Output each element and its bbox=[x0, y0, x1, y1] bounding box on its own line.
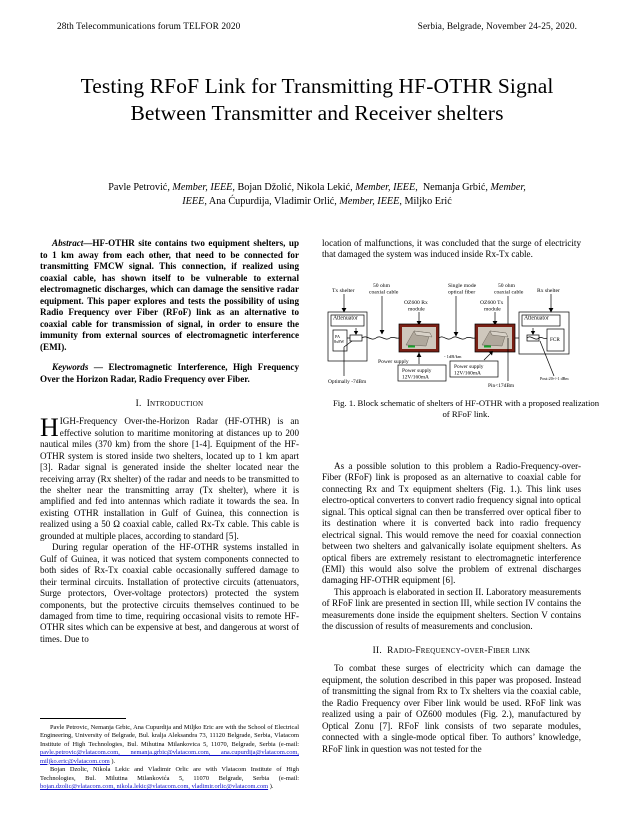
footnote-1-text-b: ). bbox=[109, 757, 116, 765]
rfof-proposal-paragraph: As a possible solution to this problem a Radio-Frequency-over-Fiber (RFoF) link is proposed as an alternative to coaxial cable for connecting Rx and Tx equipment shelters (Fig. 1.). This link uses electro-optical converters to convert radio frequency signal into optical signal. This optical signal can then be transferred over optical fiber to its destination where it is converted back into radio frequency electrical signal. This would remove the need for coaxial connection between two shelters and galvanically isolate equipment shelters. As optical fibers are extremely resistant to electromagnetic interference (EMI) this would also solve the problem of extrenal discharges damaging HF-OTHR equipment [6]. bbox=[322, 460, 581, 586]
author-line-1: Pavle Petrović, Member, IEEE, Bojan Džolić, Nikola Lekić, Member, IEEE, Nemanja Grbić, Member, bbox=[108, 182, 526, 193]
intro-paragraph-2: During regular operation of the HF-OTHR systems installed in Gulf of Guinea, it was noticed that system components connected to both sides of Rx-Tx coaxial cable occasionally suffered damage to their terminal circuits. Installation of protective circuits (attenuators, Surge protectors, Over-voltage protectors) protected the system components, but the protective circuits themselves continued to be damaged from time to time, requiring occasional visits to remote HF-OTHR sites which can be expensive at best, and dangerous at worst of times. Due to bbox=[40, 542, 299, 644]
fig-label-attenuator-left: Attenuator bbox=[333, 315, 358, 322]
footnote-2-emails[interactable]: bojan.dzolic@vlatacom.com, nikola.lekic@vlatacom.com, vladimir.orlic@vlatacom.com bbox=[40, 783, 269, 791]
intro-paragraph-1 bbox=[40, 413, 299, 542]
fig-label-oz600-rx-1: OZ600 Rx bbox=[404, 300, 428, 306]
fig-label-psu-right-line2: 12V/160mA bbox=[454, 370, 481, 377]
fig-label-fiber-1: Single mode bbox=[448, 283, 477, 289]
running-head-right: Serbia, Belgrade, November 24-25, 2020. bbox=[417, 22, 577, 32]
fig-label-pout: Pout:20+/-1 dBm bbox=[540, 376, 569, 381]
fig-label-attenuator-right: Attenuator bbox=[524, 315, 549, 322]
figure-1 bbox=[322, 281, 612, 389]
fig-label-optimally: Optimally -7dBm bbox=[328, 379, 367, 385]
fig-wire-coax-right bbox=[527, 337, 539, 339]
section-heading-introduction bbox=[40, 399, 299, 411]
section-number-rfof: II. bbox=[372, 645, 382, 656]
fig-wire-fiber bbox=[439, 337, 475, 339]
keywords-lead: Keywords bbox=[52, 362, 89, 373]
fig-label-psu-right-line1: Power supply bbox=[454, 364, 484, 370]
figure-1-schematic bbox=[322, 281, 612, 389]
abstract-lead: Abstract bbox=[52, 238, 84, 248]
fig-label-pin: Pin<17dBm bbox=[488, 383, 515, 389]
fig-wire-coax-left bbox=[362, 337, 399, 339]
running-head-left: 28th Telecommunications forum TELFOR 2020 bbox=[57, 22, 241, 32]
footnote-rule bbox=[40, 718, 126, 719]
fig-label-oz600-tx-2: module bbox=[484, 306, 501, 313]
paper-outline-paragraph: This approach is elaborated in section II. Laboratory measurements of RFoF link are presented in section III, while section IV contains the measurements done inside the equipment shelters. Section V contains the discussion of results of measurements and conclusion. bbox=[322, 586, 581, 632]
left-column bbox=[40, 238, 299, 645]
fig-led-tx bbox=[484, 346, 491, 348]
fig-label-psu-left-line2: 12V/160mA bbox=[402, 374, 429, 381]
footnote-2-text-a: Bojan Dzolic, Nikola Lekic and Vladimir Orlic are with Vlatacom Institute of High Technologies, Bul. Milutina Milankovića 5, 11070 Belgrade, Serbia (e-mail: bbox=[40, 766, 299, 782]
rfof-body-paragraph: To combat these surges of electricity which can damage the equipment, the solution described in this paper was proposed. Instead of transmitting the signal from Rx to Tx shelters via the coaxial cable, the Radio Frequency over Fiber link would be used. RFoF link was realized using a pair of OZ600 modules (Fig. 2.), manufactured by Optical Zonu [7]. RFoF link consists of two separate modules, connected with a single-mode optical fiber. To authors’ knowledge, RFoF link in question was not tested for the bbox=[322, 663, 581, 754]
footnote-paragraph-2 bbox=[40, 766, 299, 791]
keywords-paragraph bbox=[40, 362, 299, 385]
running-head bbox=[57, 22, 577, 32]
fig-label-fiber-2: optical fiber bbox=[448, 289, 476, 296]
keywords-text: — Electromagnetic Interference, High Frequency Over the Horizon Radar, Radio Frequency over Fiber. bbox=[40, 362, 299, 385]
footnote-1-text-a: Pavle Petrovic, Nemanja Grbic, Ana Cupurdija and Miljko Eric are with the School of Electrical Engineering, University of Belgrade, Bul. kralja Aleksandra 73, 11120 Belgrade, Serbia, Vlatacom Institute of High Technologies, Bul. Mihutina Milankovica 5, 11070, Belgrade, Serbia (e-mail: bbox=[40, 724, 299, 748]
fig-leader-optimally bbox=[344, 341, 352, 376]
footnote-paragraph-1 bbox=[40, 724, 299, 766]
abstract-text: —HF-OTHR site contains two equipment shelters, up to 1 km away from each other, that need to be connected for transmitting FMCW signal. This connection, if realized using coaxial cable, has shown itself to be vulnerable to external electromagnetic discharges, which can damage the sensitive radar equipment. This paper explores and tests the possibility of using Radio Frequency over Fiber (RFoF) link as an alternative to coaxial cable for transmission of signal, in order to ensure the immunity from external sources of electromagnetic interference (EMI). bbox=[40, 238, 299, 352]
section-heading-rfof bbox=[322, 646, 581, 658]
fig-label-coax-left-2: coaxial cable bbox=[369, 289, 399, 296]
section-title-rfof: Radio-Frequency-over-Fiber link bbox=[387, 645, 531, 656]
section-title-introduction: Introduction bbox=[146, 398, 204, 409]
drop-cap: H bbox=[40, 413, 59, 443]
fig-label-tx-shelter: Tx shelter bbox=[332, 288, 355, 294]
author-line-2: IEEE, Ana Ćupurdija, Vladimir Orlić, Member, IEEE, Miljko Erić bbox=[182, 196, 452, 208]
author-list bbox=[52, 181, 582, 210]
fig-label-oz600-tx-1: OZ600 Tx bbox=[480, 300, 504, 306]
fig-label-psu-left-1: Power supply bbox=[378, 359, 409, 365]
fig-label-rx-shelter: Rx shelter bbox=[537, 288, 560, 294]
fig-label-coax-left-1: 50 ohm bbox=[373, 283, 390, 289]
fig-led-rx bbox=[408, 346, 415, 348]
fig-label-pa-2: 8x8W bbox=[334, 339, 345, 344]
footnote-2-text-b: ). bbox=[268, 783, 274, 791]
footnote-1-emails[interactable]: pavle.petrovic@vlatacom.com, nemanja.grbic@vlatacom.com, ana.cupurdija@vlatacom.com, miljko.eric@vlatacom.com bbox=[40, 749, 299, 765]
fig-label-pa-1: PA bbox=[335, 334, 340, 339]
fig-label-coax-right-2: coaxial cable bbox=[494, 289, 524, 296]
fig-label-coax-right-1: 50 ohm bbox=[498, 283, 515, 289]
fig-label-oz600-rx-2: module bbox=[408, 306, 425, 313]
footnote-block bbox=[40, 724, 299, 792]
page-title: Testing RFoF Link for Transmitting HF-OTHR Signal Between Transmitter and Receiver shelters bbox=[80, 74, 554, 126]
fig-label-fcr: FCR bbox=[550, 337, 560, 343]
section-number-introduction: I. bbox=[135, 398, 142, 409]
fig-label-fiber-loss: - 1dB/km bbox=[444, 354, 462, 359]
fig-element-attenuator-left bbox=[350, 335, 362, 341]
right-continued-paragraph: location of malfunctions, it was concluded that the surge of electricity that damaged the system was induced inside Rx-Tx cable. bbox=[322, 238, 581, 260]
fig-label-psu-left-line1: Power supply bbox=[402, 368, 432, 374]
intro-paragraph-1-text: IGH-Frequency Over-the-Horizon Radar (HF-OTHR) is an effective solution to maritime monitoring at distances up to 200 nautical miles (370 km) from the shore [1-4]. Equipment of the HF-OTHR system is stored inside two shelters, located up to 1 km apart [3]. Radar signal is generated inside the shelter located near the receiving array (Rx shelter) of the radar and needs to be transmitted to the shelter near the transmitting array (Tx shelter), where it is amplified and fed into antennas which radiate it towards the sea. In existing OTHR installation in Gulf of Guinea, this connection is realized using a 50 Ω coaxial cable, called Rx-Tx cable. This cable is grounded at multiple places, according to standard [5]. bbox=[40, 416, 299, 541]
abstract-paragraph bbox=[40, 238, 299, 353]
figure-1-caption: Fig. 1. Block schematic of shelters of HF-OTHR with a proposed realization of RFoF link. bbox=[332, 398, 600, 420]
